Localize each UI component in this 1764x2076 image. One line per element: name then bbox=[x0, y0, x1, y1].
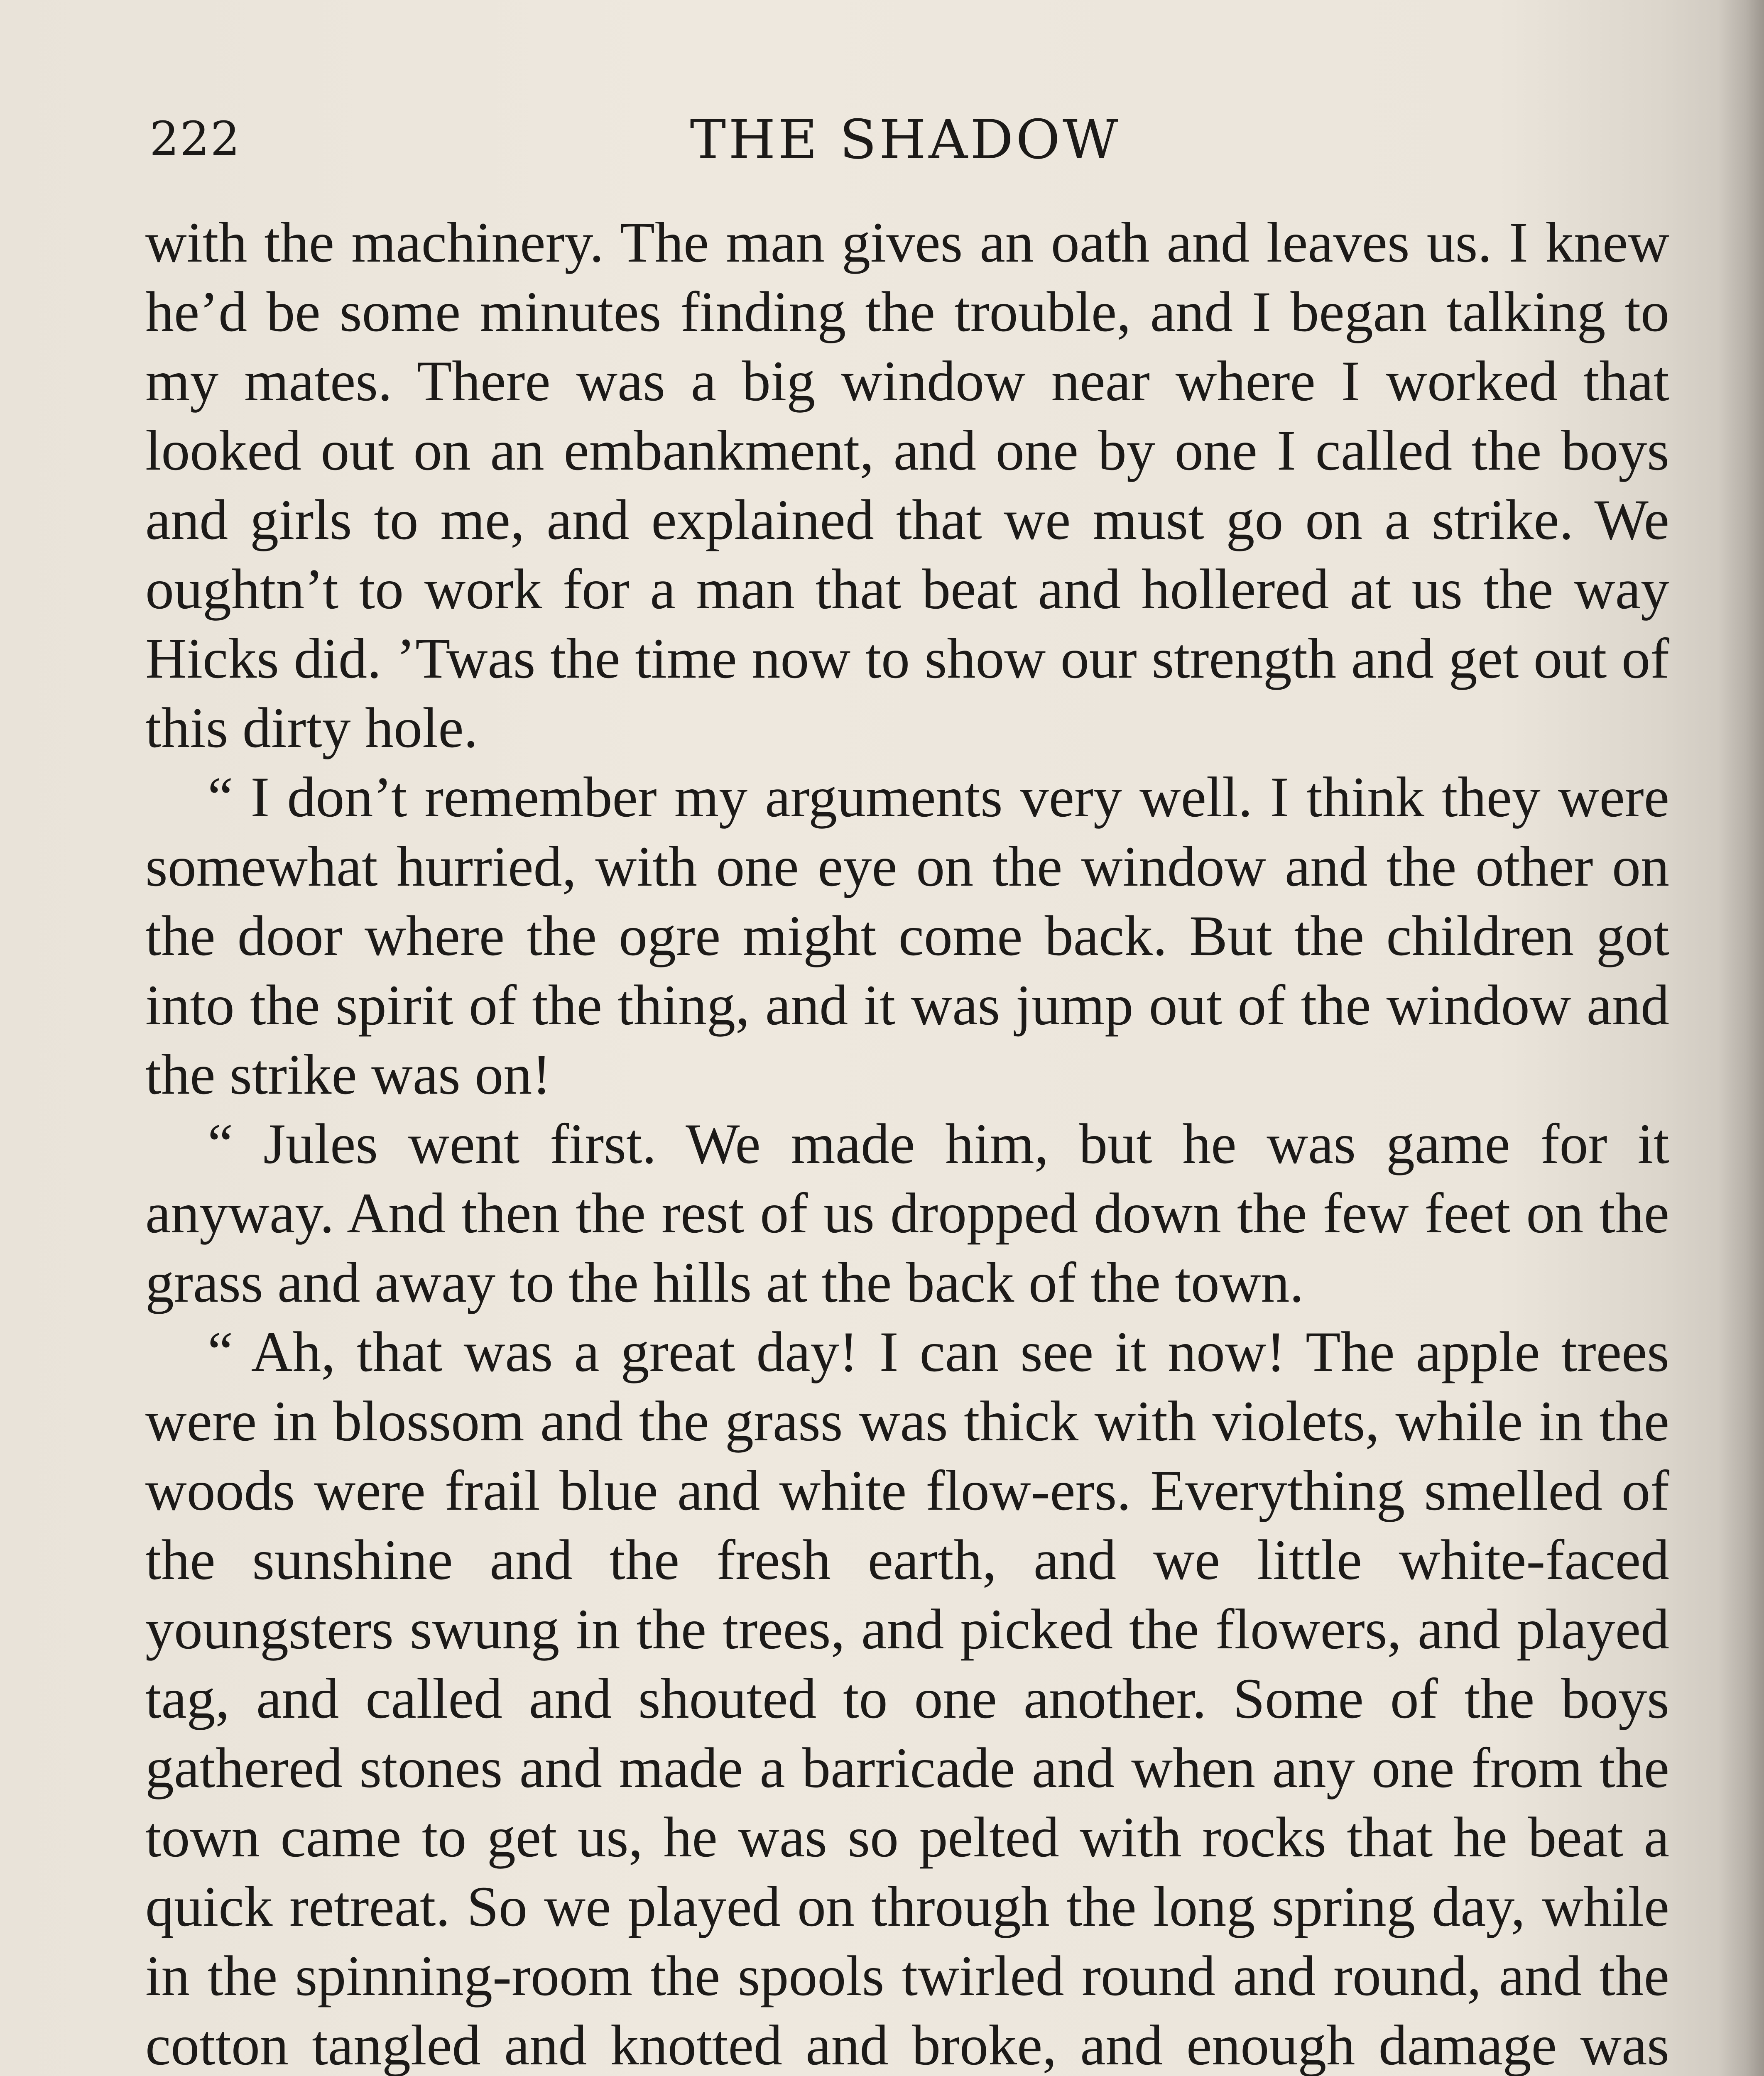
paragraph-continued: with the machinery. The man gives an oath and leaves us. I knew he’d be some minutes finding the trouble, and I began talking to my mates. There was a big window near where I worked that looked out on an embankment, and one by one I called the boys and girls to me, and explained that we must go on a strike. We oughtn’t to work for a man that beat and hollered at us the way Hicks did. ’Twas the time now to show our strength and get out of this dirty hole. bbox=[145, 211, 1669, 759]
paragraph: “ Ah, that was a great day! I can see it now! The apple trees were in blossom and the grass was thick with violets, while in the woods were frail blue and white flow-ers. Everything smelled of the sunshine and the fresh earth, and we little white-faced youngsters swung in the trees, and picked the flowers, and played tag, and called and shouted to one another. Some of the boys gathered stones and made a barricade and when any one from the town came to get us, he was so pelted with rocks that he beat a quick retreat. So we played on through the long spring day, while in the spinning-room the spools twirled round and round, and the cotton tangled and knotted and broke, and enough damage was bbox=[145, 1320, 1669, 2076]
page-number: 222 bbox=[149, 112, 241, 166]
paragraph: “ I don’t remember my arguments very well. I think they were somewhat hurried, with one eye on the window and the other on the door where the ogre might come back. But the children got into the spirit of the thing, and it was jump out of the window and the strike was on! bbox=[145, 765, 1669, 1106]
running-head bbox=[141, 95, 1669, 179]
book-title: THE SHADOW bbox=[690, 108, 1121, 171]
body-text bbox=[145, 208, 1669, 2076]
paragraph: “ Jules went first. We made him, but he was game for it anyway. And then the rest of us dropped down the few feet on the grass and away to the hills at the back of the town. bbox=[145, 1112, 1669, 1314]
page-spine-shadow bbox=[1718, 0, 1764, 2076]
